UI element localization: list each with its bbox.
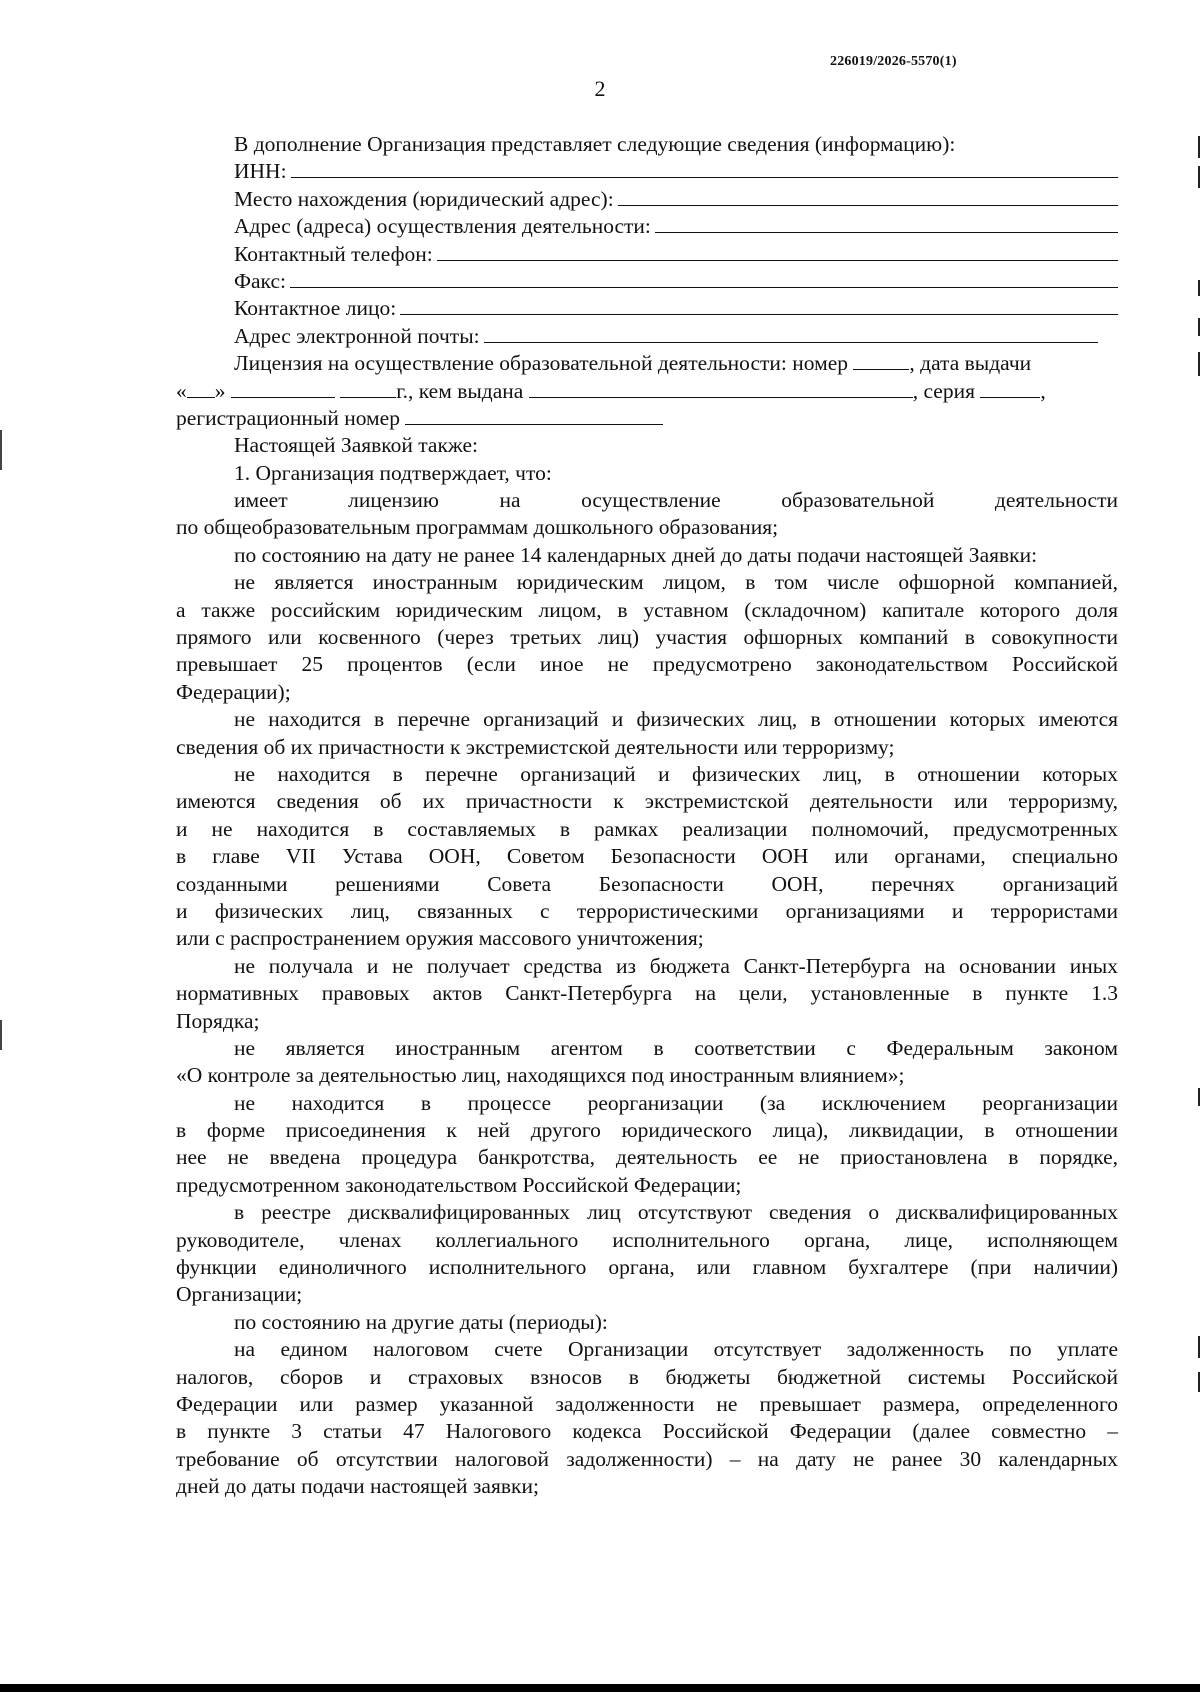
paragraph-line: не находится в перечне организаций и физических лиц, в отношении которых	[234, 761, 1118, 786]
paragraph-line: в реестре дисквалифицированных лиц отсутствуют сведения о дисквалифицированных	[234, 1200, 1118, 1225]
license-line-2: « » г., кем выдана , серия ,	[176, 378, 1046, 403]
paragraph-line: Федерации или размер указанной задолженности не превышает размера, определенного	[176, 1391, 1118, 1416]
license-number-blank	[853, 353, 909, 370]
paragraph-line: «О контроле за деятельностью лиц, находящихся под иностранным влиянием»;	[176, 1063, 905, 1088]
paragraph-line: по общеобразовательным программам дошкольного образования;	[176, 515, 779, 540]
activity-address-field: Адрес (адреса) осуществления деятельности:	[176, 213, 1118, 240]
paragraph-line: прямого или косвенного (через третьих лиц) участия офшорных компаний в совокупности	[176, 625, 1118, 650]
item-1: 1. Организация подтверждает, что:	[234, 460, 552, 485]
license-day-blank	[187, 381, 215, 398]
inn-blank	[291, 161, 1118, 178]
email-field: Адрес электронной почты:	[176, 323, 1118, 350]
phone-blank	[437, 244, 1118, 261]
registration-number-blank	[405, 408, 663, 425]
license-line-1: Лицензия на осуществление образовательной деятельности: номер , дата выдачи	[234, 351, 1032, 376]
paragraph-line: на едином налоговом счете Организации отсутствует задолженность по уплате	[234, 1337, 1118, 1362]
email-blank	[484, 326, 1098, 343]
paragraph-line: Организации;	[176, 1282, 303, 1307]
license-year-blank	[340, 381, 396, 398]
paragraph-line: нее не введена процедура банкротства, деятельность ее не приостановлена в порядке,	[176, 1145, 1118, 1170]
paragraph-line: не получала и не получает средства из бюджета Санкт-Петербурга на основании иных	[234, 953, 1118, 978]
fax-blank	[290, 271, 1118, 288]
location-field: Место нахождения (юридический адрес):	[176, 186, 1118, 213]
license-month-blank	[231, 381, 335, 398]
paragraph-line: предусмотренном законодательством Российской Федерации;	[176, 1172, 742, 1197]
paragraph-line: в форме присоединения к ней другого юридического лица), ликвидации, в отношении	[176, 1118, 1118, 1143]
paragraph-line: не находится в процессе реорганизации (за исключением реорганизации	[234, 1090, 1118, 1115]
paragraph-line: дней до даты подачи настоящей заявки;	[176, 1474, 539, 1499]
paragraph-line: руководителе, членах коллегиального исполнительного органа, лице, исполняющем	[176, 1227, 1118, 1252]
contact-person-blank	[400, 298, 1118, 315]
paragraph-line: налогов, сборов и страховых взносов в бюджеты бюджетной системы Российской	[176, 1364, 1118, 1389]
paragraph-line: а также российским юридическим лицом, в уставном (складочном) капитале которого доля	[176, 597, 1118, 622]
scan-bottom-edge	[0, 1684, 1200, 1692]
document-body	[176, 131, 1118, 1501]
paragraph-line: не является иностранным юридическим лицом, в том числе офшорной компанией,	[234, 570, 1118, 595]
paragraph-line: Порядка;	[176, 1008, 260, 1033]
fax-field: Факс:	[176, 268, 1118, 295]
scan-mark	[0, 1020, 2, 1050]
license-line-3: регистрационный номер	[176, 405, 1118, 432]
location-blank	[618, 189, 1118, 206]
paragraph-line: функции единоличного исполнительного органа, или главном бухгалтере (при наличии)	[176, 1255, 1118, 1280]
scan-mark	[0, 430, 2, 470]
paragraph-line: имеются сведения об их причастности к экстремистской деятельности или терроризму,	[176, 789, 1118, 814]
paragraph-line: имеет лицензию на осуществление образовательной деятельности	[234, 488, 1118, 513]
license-issuer-blank	[529, 381, 913, 398]
intro-line: В дополнение Организация представляет следующие сведения (информацию):	[234, 132, 956, 156]
paragraph-line: созданными решениями Совета Безопасности ООН, перечнях организаций	[176, 871, 1118, 896]
phone-field: Контактный телефон:	[176, 241, 1118, 268]
also-line: Настоящей Заявкой также:	[234, 433, 479, 458]
document-number: 226019/2026-5570(1)	[830, 54, 957, 69]
license-series-blank	[980, 381, 1040, 398]
paragraph-line: нормативных правовых актов Санкт-Петербурга на цели, установленные в пункте 1.3	[176, 981, 1118, 1006]
paragraph-line: по состоянию на дату не ранее 14 календарных дней до даты подачи настоящей Заявки:	[234, 542, 1038, 567]
paragraph-line: и физических лиц, связанных с террористическими организациями и террористами	[176, 898, 1118, 923]
paragraph-line: в пункте 3 статьи 47 Налогового кодекса Российской Федерации (далее совместно –	[176, 1419, 1118, 1444]
paragraph-line: не находится в перечне организаций и физических лиц, в отношении которых имеются	[234, 707, 1118, 732]
paragraph-line: требование об отсутствии налоговой задолженности) – на дату не ранее 30 календарных	[176, 1446, 1118, 1471]
paragraph-line: по состоянию на другие даты (периоды):	[234, 1309, 608, 1334]
paragraph-line: превышает 25 процентов (если иное не предусмотрено законодательством Российской	[176, 652, 1118, 677]
paragraph-line: сведения об их причастности к экстремистской деятельности или терроризму;	[176, 734, 895, 759]
page-number: 2	[594, 76, 606, 101]
contact-person-field: Контактное лицо:	[176, 295, 1118, 322]
activity-address-blank	[655, 216, 1118, 233]
paragraph-line: не является иностранным агентом в соответствии с Федеральным законом	[234, 1035, 1118, 1060]
inn-field: ИНН:	[176, 158, 1118, 185]
paragraph-line: и не находится в составляемых в рамках реализации полномочий, предусмотренных	[176, 816, 1118, 841]
paragraph-line: Федерации);	[176, 679, 291, 704]
paragraph-line: в главе VII Устава ООН, Советом Безопасности ООН или органами, специально	[176, 844, 1118, 869]
paragraph-line: или с распространением оружия массового уничтожения;	[176, 926, 704, 951]
